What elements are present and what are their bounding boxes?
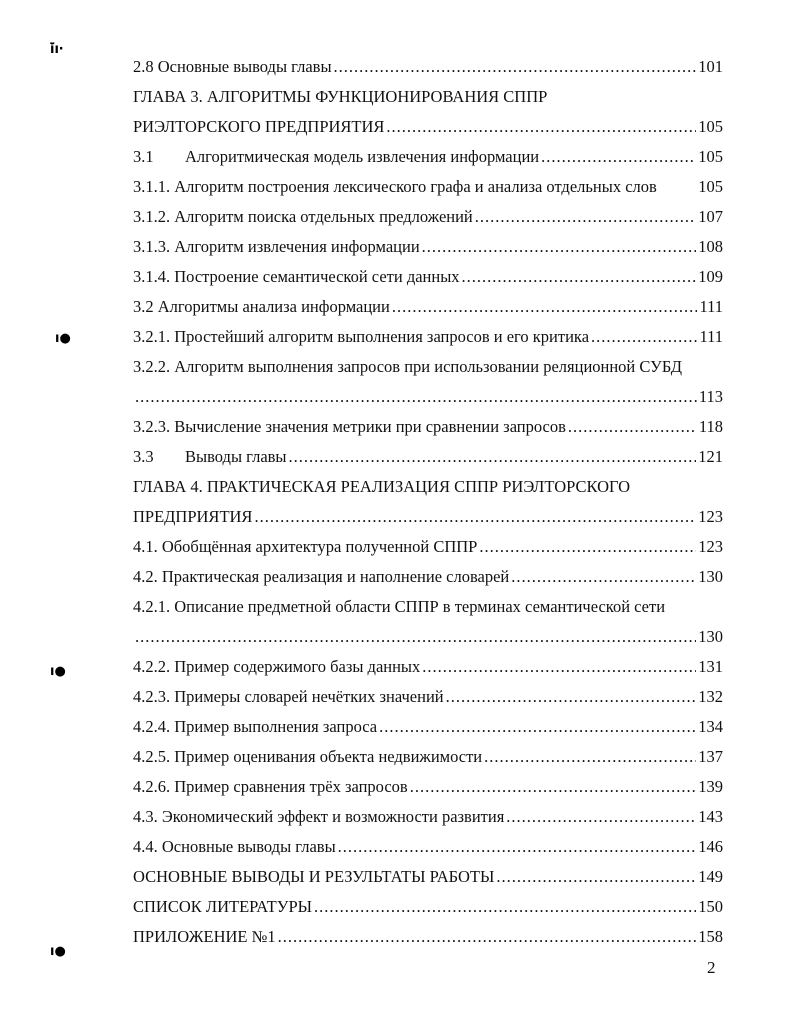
toc-entry-title: 3.2.1. Простейший алгоритм выполнения запросов и его критика [133,327,590,346]
toc-entry-title [133,442,287,472]
toc-entry-title: 4.2. Практическая реализация и наполнение словарей [133,567,510,586]
toc-entry-title: ОСНОВНЫЕ ВЫВОДЫ И РЕЗУЛЬТАТЫ РАБОТЫ [133,867,495,886]
toc-entry-title: 2.8 Основные выводы главы [133,57,332,76]
toc-entry [133,742,723,772]
toc-page-number: 113 [698,387,723,406]
toc-line [133,652,723,682]
toc-line [133,472,723,502]
toc-entry-title: 4.2.2. Пример содержимого базы данных [133,657,421,676]
toc-line [133,292,723,322]
toc-entry-title: 4.3. Экономический эффект и возможности развития [133,807,505,826]
toc-line [133,82,723,112]
toc-line [133,922,723,952]
toc-entry [133,322,723,352]
toc-line [133,52,723,82]
toc-entry-title: ПРИЛОЖЕНИЕ №1 [133,927,276,946]
toc-dot-leader [135,622,696,652]
toc-entry-title: СПИСОК ЛИТЕРАТУРЫ [133,897,313,916]
toc-dot-leader [484,742,696,772]
toc-entry [133,502,723,532]
toc-entry-title: 4.2.5. Пример оценивания объекта недвижимости [133,747,483,766]
toc-dot-leader [591,322,697,352]
toc-dot-leader [334,52,697,82]
toc-line [133,622,723,652]
page-number: 2 [707,958,716,977]
toc-page-number: 130 [698,567,723,586]
toc-dot-leader [496,862,696,892]
toc-entry [133,562,723,592]
toc-entry-title: 3.1.4. Построение семантической сети данных [133,267,460,286]
toc-dot-leader [568,412,697,442]
toc-line [133,352,723,382]
toc-entry [133,772,723,802]
toc-line [133,502,723,532]
toc-line [133,772,723,802]
toc-line [133,532,723,562]
toc-dot-leader [254,502,696,532]
toc-dot-leader [410,772,697,802]
toc-entry-title: 3.1.2. Алгоритм поиска отдельных предложений [133,207,473,226]
toc-entry-title: 3.2 Алгоритмы анализа информации [133,297,390,316]
toc-line [133,142,723,172]
toc-page-number: 111 [699,327,723,346]
toc-entry-number: 3.3 [133,447,154,466]
toc-page-number: 105 [698,147,723,166]
toc-entry-title: 4.2.3. Примеры словарей нечётких значений [133,687,444,706]
toc-page-number: 123 [698,537,723,556]
toc-heading-text: 4.2.1. Описание предметной области СППР в терминах семантической сети [133,597,666,616]
toc-entry-title-text: Алгоритмическая модель извлечения информации [185,147,540,166]
toc-entry-title: 3.1.1. Алгоритм построения лексического графа и анализа отдельных слов [133,177,657,196]
toc-line [133,742,723,772]
toc-line [133,592,723,622]
toc-page-number: 123 [698,507,723,526]
toc-entry [133,202,723,232]
toc-entry-title-text: Выводы главы [185,447,287,466]
toc-entry-title: 4.1. Обобщённая архитектура полученной СППР [133,537,478,556]
toc-entry-title: РИЭЛТОРСКОГО ПРЕДПРИЯТИЯ [133,117,385,136]
toc-page-number: 132 [698,687,723,706]
toc-entry [133,382,723,412]
toc-dot-leader [475,202,696,232]
binding-hole-mark: ı̇̈ı‧ [50,42,64,57]
toc-dot-leader [511,562,696,592]
toc-page-number: 101 [698,57,723,76]
toc-line [133,802,723,832]
toc-dot-leader [135,382,697,412]
toc-dot-leader [278,922,697,952]
toc-dot-leader [462,262,697,292]
toc-entry-title: 4.2.6. Пример сравнения трёх запросов [133,777,408,796]
toc-dot-leader [422,232,697,262]
toc-page-number: 146 [698,837,723,856]
toc-page-number: 111 [699,297,723,316]
toc-entry-title: ПРЕДПРИЯТИЯ [133,507,253,526]
toc-entry [133,532,723,562]
toc-entry [133,832,723,862]
toc-line [133,892,723,922]
toc-dot-leader [314,892,696,922]
toc-page-number: 130 [698,627,723,646]
toc-line [133,562,723,592]
toc-dot-leader [541,142,696,172]
toc-dot-leader [422,652,696,682]
toc-page-number: 105 [698,117,723,136]
toc-heading-text: ГЛАВА 4. ПРАКТИЧЕСКАЯ РЕАЛИЗАЦИЯ СППР РИЭЛТОРСКОГО [133,477,631,496]
toc-entry [133,622,723,652]
toc-line [133,862,723,892]
toc-line [133,442,723,472]
toc-line [133,832,723,862]
toc-entry-title: 3.1.3. Алгоритм извлечения информации [133,237,420,256]
toc-line [133,202,723,232]
toc-page-number: 108 [698,237,723,256]
toc-line [133,112,723,142]
binding-hole-mark: ı● [50,664,66,679]
toc-line [133,682,723,712]
toc-entry [133,892,723,922]
toc-entry [133,442,723,472]
toc-page-number: 150 [698,897,723,916]
toc-page-number: 105 [698,177,723,196]
toc-page-number: 149 [698,867,723,886]
toc-line [133,712,723,742]
toc-page-number: 137 [698,747,723,766]
toc-entry [133,412,723,442]
toc-dot-leader [338,832,697,862]
toc-page-number: 118 [698,417,723,436]
toc-dot-leader [379,712,696,742]
toc-line [133,322,723,352]
toc-entry [133,292,723,322]
toc-line [133,262,723,292]
toc-page-number: 131 [698,657,723,676]
toc-dot-leader [392,292,698,322]
table-of-contents [133,52,723,952]
toc-dot-leader [479,532,696,562]
toc-entry-number: 3.1 [133,147,154,166]
toc-entry [133,52,723,82]
toc-entry-title: 3.2.3. Вычисление значения метрики при сравнении запросов [133,417,566,436]
toc-entry-title [133,142,539,172]
toc-dot-leader [446,682,697,712]
toc-entry [133,802,723,832]
toc-dot-leader [506,802,696,832]
toc-entry-title: 4.4. Основные выводы главы [133,837,336,856]
toc-entry-title: 4.2.4. Пример выполнения запроса [133,717,378,736]
toc-page-number: 109 [698,267,723,286]
toc-entry [133,922,723,952]
toc-heading-text: ГЛАВА 3. АЛГОРИТМЫ ФУНКЦИОНИРОВАНИЯ СППР [133,87,548,106]
toc-page-number: 107 [698,207,723,226]
toc-page-number: 134 [698,717,723,736]
toc-page-number: 158 [698,927,723,946]
toc-entry [133,652,723,682]
toc-page-number: 139 [698,777,723,796]
toc-entry [133,262,723,292]
toc-dot-leader [289,442,697,472]
toc-line [133,232,723,262]
toc-dot-leader [386,112,696,142]
toc-entry [133,712,723,742]
toc-entry [133,172,723,202]
toc-page-number: 121 [698,447,723,466]
toc-line [133,172,723,202]
toc-line [133,412,723,442]
toc-heading-text: 3.2.2. Алгоритм выполнения запросов при использовании реляционной СУБД [133,357,682,376]
toc-page-number: 143 [698,807,723,826]
toc-line [133,382,723,412]
toc-entry [133,142,723,172]
binding-hole-mark: ı● [50,944,66,959]
toc-entry [133,112,723,142]
binding-hole-mark: ı● [55,331,71,346]
toc-entry [133,682,723,712]
toc-entry [133,232,723,262]
toc-entry [133,862,723,892]
